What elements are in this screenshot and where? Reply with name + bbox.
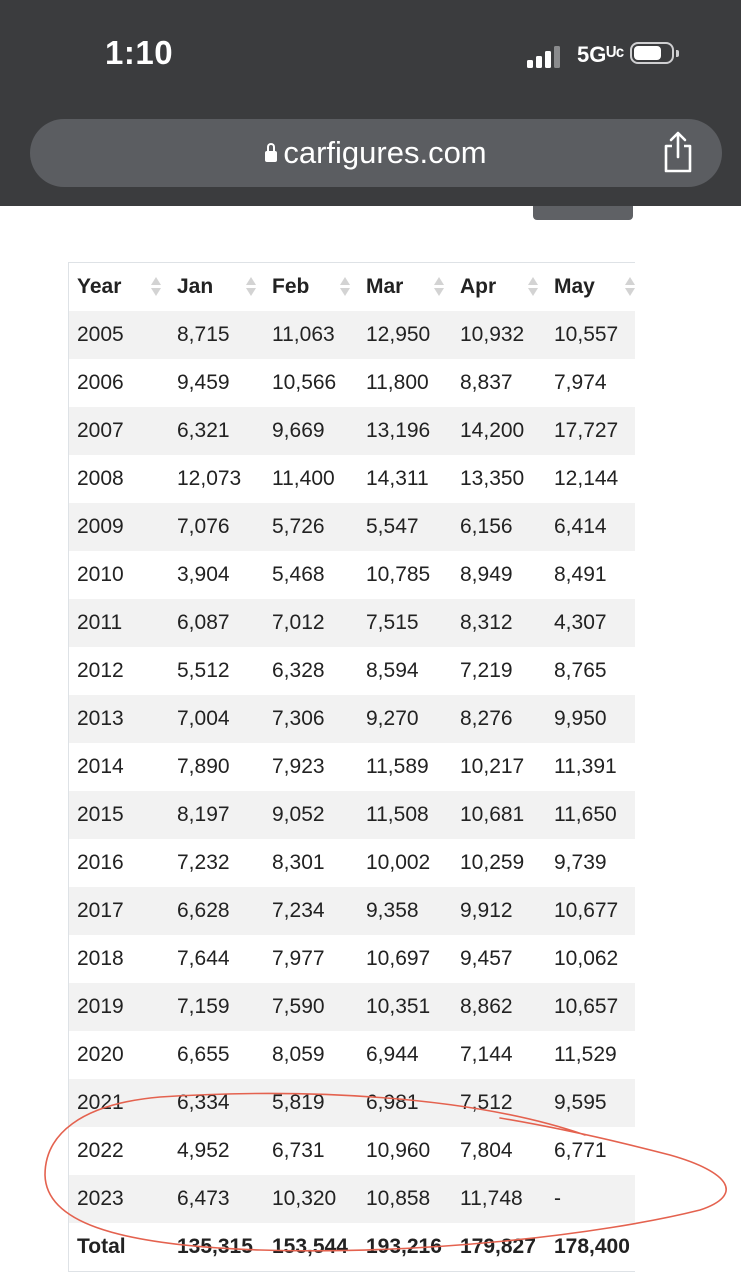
- sales-cell: 12,144: [554, 467, 619, 490]
- table-row: [69, 791, 635, 839]
- sales-cell: 7,076: [177, 515, 230, 538]
- sales-cell: 9,358: [366, 899, 419, 922]
- sales-cell: 7,234: [272, 899, 325, 922]
- table-row: [69, 647, 635, 695]
- sort-icon[interactable]: [528, 277, 538, 297]
- sales-cell: 8,765: [554, 659, 607, 682]
- sales-cell: 9,739: [554, 851, 607, 874]
- sales-cell: 13,350: [460, 467, 525, 490]
- sales-cell: 8,276: [460, 707, 513, 730]
- sort-icon[interactable]: [246, 277, 256, 297]
- table-body: [69, 311, 635, 1223]
- year-cell: 2007: [77, 419, 124, 442]
- status-bar: [0, 0, 741, 206]
- table-row: [69, 455, 635, 503]
- total-cell: 135,315: [169, 1223, 264, 1272]
- total-cell: 153,544: [264, 1223, 358, 1272]
- column-header-feb[interactable]: Feb: [264, 263, 358, 311]
- sales-cell: 12,073: [177, 467, 242, 490]
- sales-cell: 10,062: [554, 947, 619, 970]
- sales-cell: 8,301: [272, 851, 325, 874]
- sales-cell: 11,650: [554, 803, 617, 826]
- share-icon[interactable]: [661, 130, 695, 174]
- year-cell: 2008: [77, 467, 124, 490]
- sales-cell: 6,944: [366, 1043, 419, 1066]
- sales-cell: 10,858: [366, 1187, 431, 1210]
- sales-cell: 6,414: [554, 515, 607, 538]
- cellular-signal-icon: [527, 44, 565, 68]
- url-display: [30, 135, 722, 171]
- sales-cell: 3,904: [177, 563, 230, 586]
- sales-cell: 13,196: [366, 419, 431, 442]
- year-cell: 2019: [77, 995, 124, 1018]
- sales-cell: 4,952: [177, 1139, 230, 1162]
- sales-cell: 10,681: [460, 803, 525, 826]
- sales-cell: 6,473: [177, 1187, 230, 1210]
- status-time: 1:10: [105, 34, 174, 71]
- sales-cell: 7,977: [272, 947, 325, 970]
- sales-cell: 8,197: [177, 803, 230, 826]
- sales-cell: 11,391: [554, 755, 617, 778]
- sales-cell: 5,726: [272, 515, 325, 538]
- sales-cell: 7,644: [177, 947, 230, 970]
- sales-cell: 8,837: [460, 371, 513, 394]
- year-cell: 2021: [77, 1091, 124, 1114]
- sales-cell: 6,156: [460, 515, 513, 538]
- year-cell: 2012: [77, 659, 124, 682]
- sales-cell: 9,950: [554, 707, 607, 730]
- sales-cell: 11,748: [460, 1187, 523, 1210]
- year-cell: 2017: [77, 899, 124, 922]
- table-row: [69, 1175, 635, 1223]
- table-row: [69, 359, 635, 407]
- sales-cell: 7,923: [272, 755, 325, 778]
- table-row: [69, 935, 635, 983]
- year-cell: 2020: [77, 1043, 124, 1066]
- sales-cell: 8,059: [272, 1043, 325, 1066]
- table-row: [69, 311, 635, 359]
- sales-cell: 4,307: [554, 611, 607, 634]
- column-header-jan[interactable]: Jan: [169, 263, 264, 311]
- year-cell: 2015: [77, 803, 124, 826]
- sales-cell: 12,950: [366, 323, 431, 346]
- sales-cell: 10,566: [272, 371, 337, 394]
- table-row: [69, 1127, 635, 1175]
- year-cell: 2009: [77, 515, 124, 538]
- column-header-may[interactable]: May: [546, 263, 635, 311]
- sales-cell: 8,715: [177, 323, 230, 346]
- url-text: carfigures.com: [283, 135, 487, 170]
- sales-cell: 8,491: [554, 563, 607, 586]
- year-cell: 2013: [77, 707, 124, 730]
- sales-cell: 10,557: [554, 323, 619, 346]
- year-cell: 2005: [77, 323, 124, 346]
- sales-table: [69, 263, 635, 1272]
- sales-cell: 7,974: [554, 371, 607, 394]
- sales-cell: 7,012: [272, 611, 325, 634]
- sales-cell: 6,087: [177, 611, 230, 634]
- sales-cell: 9,595: [554, 1091, 607, 1114]
- table-row: [69, 503, 635, 551]
- sales-cell: 9,912: [460, 899, 513, 922]
- sales-cell: 5,819: [272, 1091, 325, 1114]
- sales-cell: 7,804: [460, 1139, 513, 1162]
- sales-cell: 5,547: [366, 515, 419, 538]
- sort-icon[interactable]: [434, 277, 444, 297]
- table-row: [69, 407, 635, 455]
- sales-cell: 11,589: [366, 755, 429, 778]
- year-cell: 2023: [77, 1187, 124, 1210]
- table-row: [69, 887, 635, 935]
- lock-icon: [265, 151, 277, 162]
- sales-cell: 9,457: [460, 947, 513, 970]
- total-cell: 193,216: [358, 1223, 452, 1272]
- sales-cell: 10,217: [460, 755, 525, 778]
- year-cell: 2016: [77, 851, 124, 874]
- sales-cell: 14,200: [460, 419, 525, 442]
- table-total-row: [69, 1223, 635, 1272]
- sort-icon[interactable]: [625, 277, 635, 297]
- sales-cell: 6,981: [366, 1091, 419, 1114]
- sales-cell: 8,862: [460, 995, 513, 1018]
- sort-icon[interactable]: [151, 277, 161, 297]
- total-label: Total: [69, 1223, 169, 1272]
- table-row: [69, 1031, 635, 1079]
- sales-cell: 6,334: [177, 1091, 230, 1114]
- total-cell: 179,827: [452, 1223, 546, 1272]
- total-cell: 178,400: [546, 1223, 635, 1272]
- sales-cell: 9,669: [272, 419, 325, 442]
- sales-cell: 7,512: [460, 1091, 513, 1114]
- year-cell: 2006: [77, 371, 124, 394]
- year-cell: 2014: [77, 755, 124, 778]
- sales-cell: 10,320: [272, 1187, 337, 1210]
- table-header-row: [69, 263, 635, 311]
- sales-cell: 6,628: [177, 899, 230, 922]
- battery-icon: [630, 42, 676, 66]
- sales-cell: 14,311: [366, 467, 429, 490]
- sales-cell: -: [554, 1187, 561, 1210]
- sales-cell: 6,655: [177, 1043, 230, 1066]
- sales-cell: 11,529: [554, 1043, 617, 1066]
- sales-cell: 7,590: [272, 995, 325, 1018]
- sales-cell: 10,351: [366, 995, 431, 1018]
- sales-cell: 10,259: [460, 851, 525, 874]
- sort-icon[interactable]: [340, 277, 350, 297]
- sales-cell: 7,219: [460, 659, 513, 682]
- sales-cell: 7,515: [366, 611, 419, 634]
- sales-cell: 11,063: [272, 323, 335, 346]
- sales-cell: 6,321: [177, 419, 230, 442]
- table-row: [69, 695, 635, 743]
- sales-cell: 6,771: [554, 1139, 607, 1162]
- year-cell: 2011: [77, 611, 123, 634]
- network-type: 5Gᵁᶜ: [577, 42, 625, 67]
- sales-cell: 11,508: [366, 803, 429, 826]
- sales-cell: 8,594: [366, 659, 419, 682]
- sales-cell: 11,800: [366, 371, 429, 394]
- column-header-apr[interactable]: Apr: [452, 263, 546, 311]
- address-bar[interactable]: [30, 119, 722, 187]
- sales-cell: 5,468: [272, 563, 325, 586]
- table-row: [69, 983, 635, 1031]
- sales-cell: 17,727: [554, 419, 619, 442]
- sales-cell: 6,328: [272, 659, 325, 682]
- year-cell: 2022: [77, 1139, 124, 1162]
- sales-cell: 10,002: [366, 851, 431, 874]
- sales-cell: 7,232: [177, 851, 230, 874]
- sales-cell: 10,785: [366, 563, 431, 586]
- column-header-mar[interactable]: Mar: [358, 263, 452, 311]
- sales-cell: 7,144: [460, 1043, 513, 1066]
- year-cell: 2018: [77, 947, 124, 970]
- sales-cell: 9,459: [177, 371, 230, 394]
- sales-cell: 11,400: [272, 467, 335, 490]
- sales-cell: 5,512: [177, 659, 230, 682]
- column-header-year[interactable]: Year: [69, 263, 169, 311]
- sales-table-container: [68, 262, 635, 1272]
- sales-cell: 10,677: [554, 899, 619, 922]
- sales-cell: 8,949: [460, 563, 513, 586]
- sales-cell: 10,932: [460, 323, 525, 346]
- sales-cell: 9,052: [272, 803, 325, 826]
- table-row: [69, 599, 635, 647]
- year-cell: 2010: [77, 563, 124, 586]
- page-button-stub[interactable]: [533, 206, 633, 220]
- sales-cell: 9,270: [366, 707, 419, 730]
- sales-cell: 8,312: [460, 611, 513, 634]
- table-row: [69, 839, 635, 887]
- sales-cell: 7,159: [177, 995, 230, 1018]
- sales-cell: 6,731: [272, 1139, 325, 1162]
- table-row: [69, 743, 635, 791]
- sales-cell: 7,306: [272, 707, 325, 730]
- sales-cell: 10,960: [366, 1139, 431, 1162]
- table-row: [69, 1079, 635, 1127]
- sales-cell: 7,890: [177, 755, 230, 778]
- sales-cell: 7,004: [177, 707, 230, 730]
- sales-cell: 10,657: [554, 995, 619, 1018]
- sales-cell: 10,697: [366, 947, 431, 970]
- table-row: [69, 551, 635, 599]
